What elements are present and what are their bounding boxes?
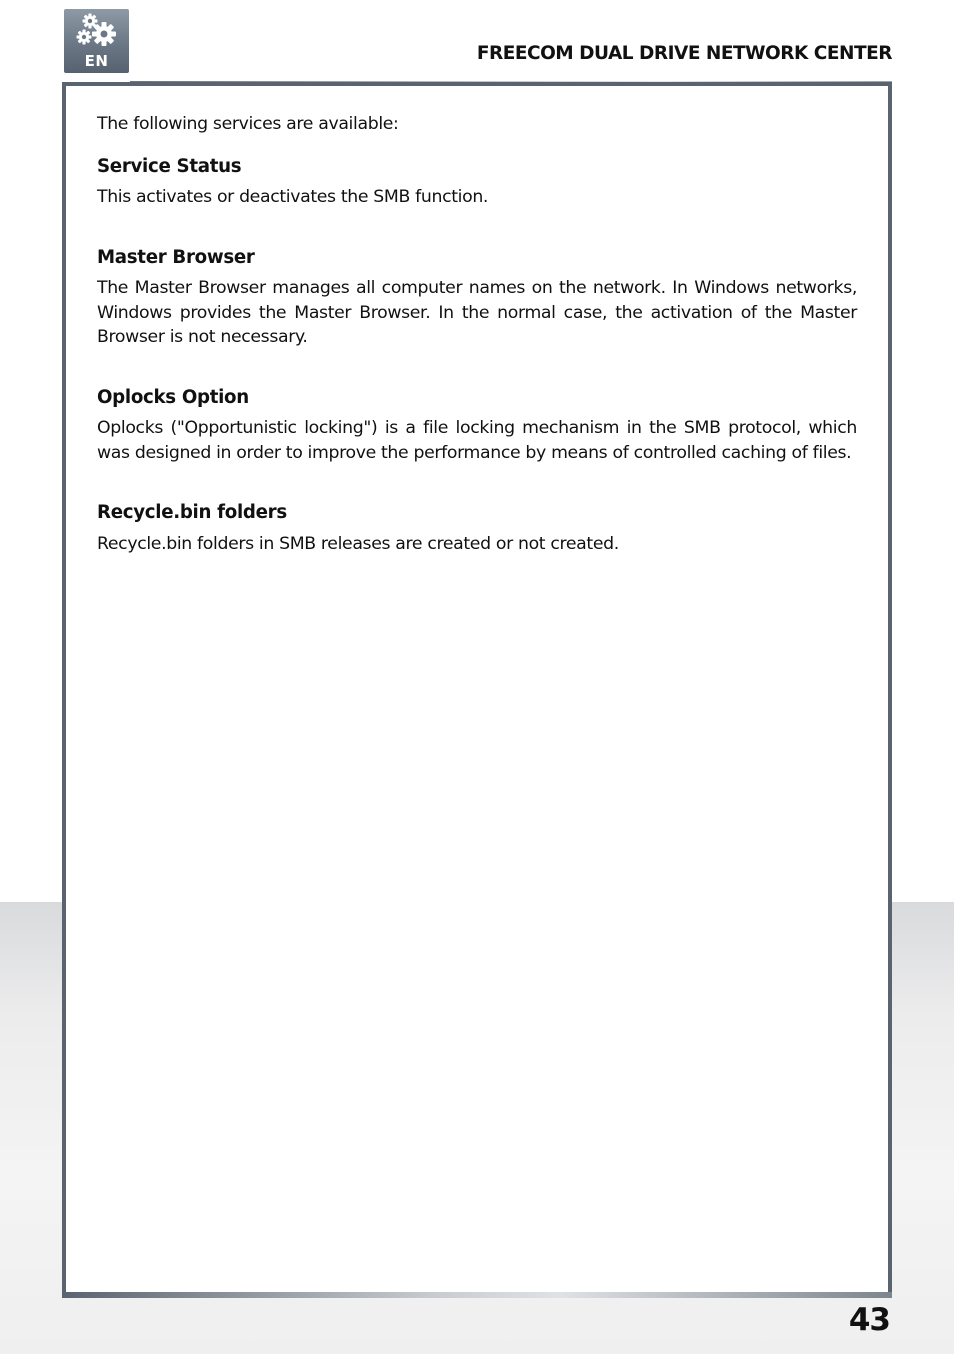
section-heading: Master Browser [97,246,255,268]
section-oplocks-option [97,386,857,466]
section-master-browser [97,246,857,350]
section-body: This activates or deactivates the SMB function. [97,187,489,207]
intro-text: The following services are available: [97,114,399,134]
section-recycle-bin-folders [97,501,857,556]
gears-icon [64,9,129,53]
section-heading: Oplocks Option [97,386,249,408]
page-number: 43 [848,1302,890,1338]
section-service-status [97,155,857,210]
language-logo [64,9,129,73]
language-badge: EN [84,52,109,70]
section-body: Recycle.bin folders in SMB releases are created or not created. [97,533,619,554]
page-content [97,112,857,592]
document-title: FREECOM DUAL DRIVE NETWORK CENTER [476,43,892,64]
section-body: Oplocks ("Opportunistic locking") is a file locking mechanism in the SMB protocol, which was designed in order to improve the performance by means of controlled caching of files. [97,418,857,463]
section-heading: Service Status [97,155,242,177]
section-body: The Master Browser manages all computer names on the network. In Windows networks, Windows provides the Master Browser. In the normal case, the activation of the Master Browser is not necessary. [97,278,857,347]
frame-bottom-edge [62,1292,892,1298]
section-heading: Recycle.bin folders [97,502,287,523]
